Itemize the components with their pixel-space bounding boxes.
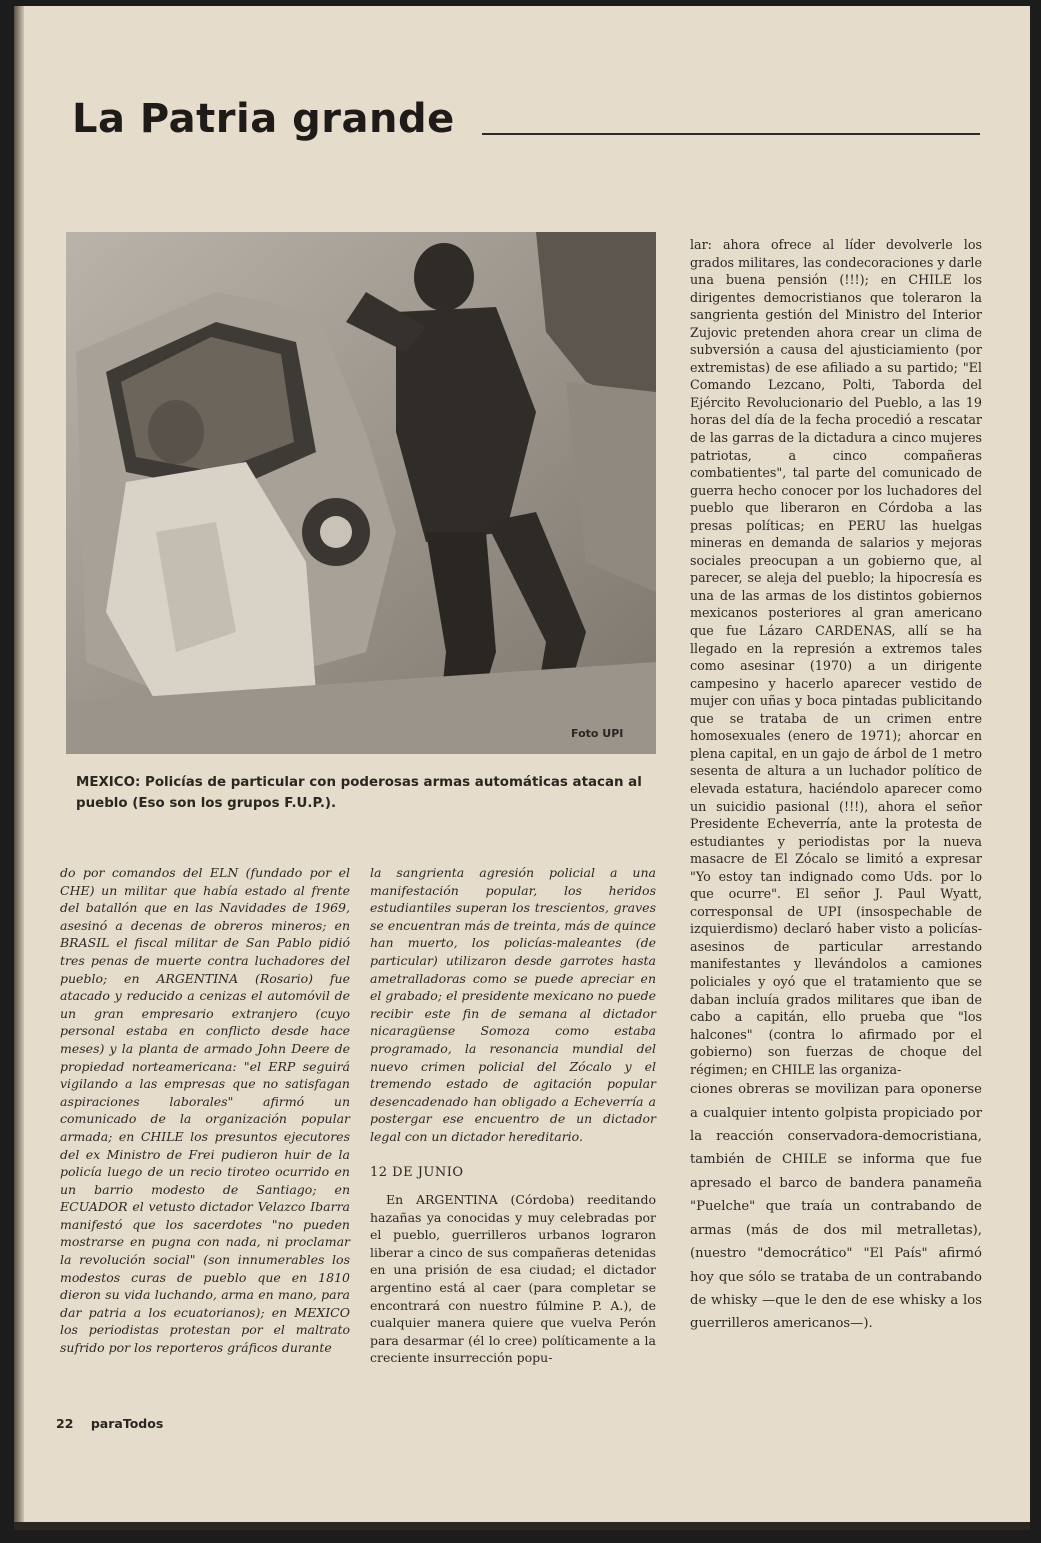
article-title: La Patria grande — [72, 96, 455, 142]
page-spine-shadow — [14, 6, 24, 1530]
column-left — [60, 864, 350, 1357]
photo-caption: MEXICO: Policías de particular con poderosas armas automáticas atacan al pueblo (Eso son los grupos F.U.P.). — [76, 775, 642, 811]
news-photo — [66, 232, 656, 754]
bottom-rule — [14, 1522, 1030, 1530]
title-rule — [482, 133, 980, 135]
news-photo-image — [66, 232, 656, 754]
column-left-text: do por comandos del ELN (fundado por el CHE) un militar que había estado al frente del batallón que en las Navidades de 1969, asesinó a decenas de obreros mineros; en BRASIL el fiscal militar de San Pablo pidió tres penas de muerte contra luchadores del pueblo; en ARGENTINA (Rosario) fue atacado y reducido a cenizas el automóvil de un gran empresario extranjero (cuyo personal estaba en conflicto desde hace meses) y la planta de armado John Deere de propiedad norteamericana: "el ERP seguirá vigilando a las empresas que no satisfagan aspiraciones laborales" afirmó un comunicado de la organización popular armada; en CHILE los presuntos ejecutores del ex Ministro de Frei pudieron huir de la policía luego de un recio tiroteo ocurrido en un barrio modesto de Santiago; en ECUADOR el vetusto dictador Velazco Ibarra manifestó que los sacerdotes "no pueden mostrarse en pugna con nada, ni proclamar la revolución social" (son innumerables los modestos curas de pueblo que en 1810 dieron su vida luchando, arma en mano, para dar patria a los ecuatorianos); en MEXICO los periodistas protestan por el maltrato sufrido por los reporteros gráficos durante — [60, 865, 350, 1356]
magazine-page — [14, 6, 1030, 1530]
column-middle-text: En ARGENTINA (Córdoba) reeditando hazañas ya conocidas y muy celebradas por el pueblo, guerrilleros urbanos lograron liberar a cinco de sus compañeras detenidas en una prisión de esa ciudad; el dictador argentino está al caer (para completar se encontrará con nuestro fúlmine P. A.), de cualquier manera quiere que vuelva Perón para desarmar (él lo cree) políticamente a la creciente insurrección popu- — [370, 1192, 656, 1366]
magazine-name: paraTodos — [90, 1416, 164, 1431]
page-number: 22 — [56, 1416, 74, 1431]
column-right — [690, 236, 982, 1336]
column-right-text-2: ciones obreras se movilizan para oponerse a cualquier intento golpista propiciado por la reacción conservadora-democristiana, también de CHILE se informa que fue apresado el barco de bandera panameña "Puelche" que traía un contrabando de armas (más de dos mil metralletas), (nuestro "democrático" "El País" afirmó hoy que sólo se trataba de un contrabando de whisky —que le den de ese whisky a los guerrilleros americanos—). — [690, 1082, 982, 1332]
column-middle-italic-text: la sangrienta agresión policial a una manifestación popular, los heridos estudiantiles superan los trescientos, graves se encuentran más de treinta, más de quince han muerto, los policías-maleantes (de particular) utilizaron desde garrotes hasta ametralladoras como se puede apreciar en el grabado; el presidente mexicano no puede recibir este fin de semana al dictador nicaragüense Somoza como estaba programado, la resonancia mundial del nuevo crimen policial del Zócalo y el tremendo estado de agitación popular desencadenado han obligado a Echeverría a postergar ese encuentro de un dictador legal con un dictador hereditario. — [370, 865, 656, 1144]
column-middle — [370, 864, 656, 1367]
page-footer — [56, 1416, 163, 1431]
column-right-text-1: lar: ahora ofrece al líder devolverle los grados militares, las condecoraciones y darle una buena pensión (!!!); en CHILE los dirigentes democristianos que toleraron la sangrienta gestión del Ministro del Interior Zujovic pretenden ahora crear un clima de subversión a causa del ajusticiamiento (por extremistas) de ese afiliado a su partido; "El Comando Lezcano, Polti, Taborda del Ejército Revolucionario del Pueblo, a las 19 horas del día de la fecha procedió a rescatar de las garras de la dictadura a cinco mujeres patriotas, a cinco compañeras combatientes", tal parte del comunicado de guerra hecho conocer por los luchadores del pueblo que liberaron en Córdoba a las presas políticas; en PERU las huelgas mineras en demanda de salarios y mejoras sociales preocupan a un gobierno que, al parecer, se aleja del pueblo; la hipocresía es una de las armas de los distintos gobiernos mexicanos posteriores al gran americano que fue Lázaro CARDENAS, allí se ha llegado en la represión a extremos tales como asesinar (1970) a un dirigente campesino y hacerlo aparecer vestido de mujer con uñas y boca pintadas publicitando que se trataba de un crimen entre homosexuales (enero de 1971); ahorcar en plena capital, en un gajo de árbol de 1 metro sesenta de altura a un luchador político de elevada estatura, haciéndolo aparecer como un suicidio pasional (!!!), ahora el señor Presidente Echeverría, ante la protesta de estudiantes y periodistas por la nueva masacre de El Zócalo se limitó a expresar "Yo estoy tan indignado como Uds. por lo que ocurre". El señor J. Paul Wyatt, corresponsal de UPI (insospechable de izquierdismo) declaró haber visto a policías-asesinos de particular arrestando manifestantes y llevándolos a camiones policiales y oyó que el tratamiento que se daban incluía grados militares que iban de cabo a capitán, ello prueba que "los halcones" (contra lo afirmado por el gobierno) son fuerzas de choque del régimen; en CHILE las organiza- — [690, 237, 982, 1077]
date-subheading: 12 DE JUNIO — [370, 1164, 464, 1180]
photo-credit: Foto UPI — [571, 727, 624, 740]
